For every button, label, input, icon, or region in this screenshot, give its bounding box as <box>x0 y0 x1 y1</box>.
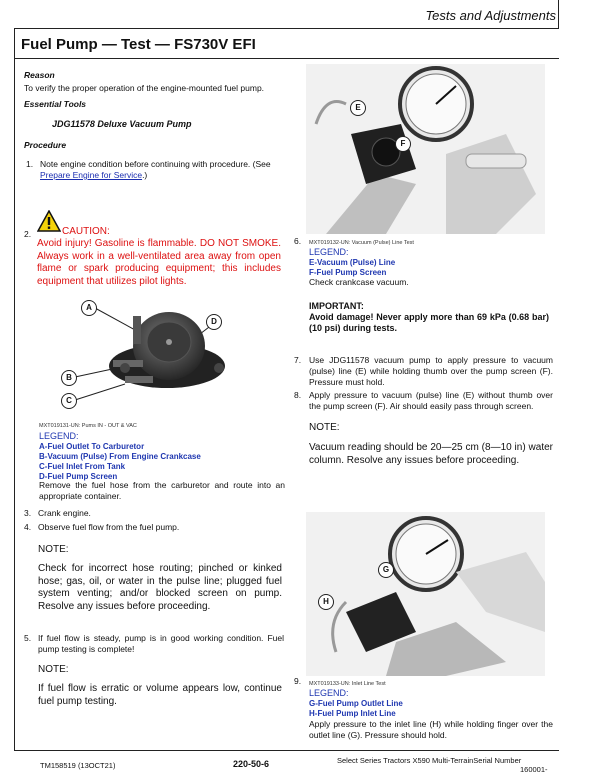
step-5-text: If fuel flow is steady, pump is in good working condition. Fuel pump testing is complete! <box>38 633 284 654</box>
step-8-note-label: NOTE: <box>309 422 340 433</box>
step-4-text: Observe fuel flow from the fuel pump. <box>38 522 180 532</box>
step-9-text: Apply pressure to the inlet line (H) while holding finger over the outlet line (G). Pressure should hold. <box>309 719 553 740</box>
procedure-heading: Procedure <box>24 140 67 150</box>
callout-g: G <box>378 562 394 578</box>
legend-3-list <box>309 699 403 719</box>
step-1-lead: Note engine condition before continuing with procedure. (See <box>40 159 271 169</box>
step-4-note-text: Check for incorrect hose routing; pinched or kinked hose; gas, oil, or water in the pulse line; plugged fuel system venting; and/or blocked screen on pump. Resolve any issues before proceeding. <box>38 563 282 612</box>
legend-item-a: A-Fuel Outlet To Carburetor <box>39 442 145 451</box>
step-6-number: 6. <box>294 236 302 246</box>
header-rule <box>14 28 559 29</box>
step-4-note-label: NOTE: <box>38 544 69 555</box>
caution-warning-icon <box>37 210 61 232</box>
inlet-line-test-figure <box>306 512 545 676</box>
step-5-note-label: NOTE: <box>38 664 69 675</box>
step-2-after-text: Remove the fuel hose from the carburetor and route into an appropriate container. <box>39 480 285 501</box>
figure-3-caption: MXT019133-UN: Inlet Line Test <box>309 681 386 687</box>
important-text: Avoid damage! Never apply more than 69 kPa (0.68 bar) (10 psi) during tests. <box>309 312 549 333</box>
title-rule <box>14 58 559 59</box>
legend-item-h: H-Fuel Pump Inlet Line <box>309 709 396 718</box>
step-1-tail: .) <box>142 170 148 180</box>
legend-3-title: LEGEND: <box>309 688 349 698</box>
step-7-number: 7. <box>294 355 302 365</box>
legend-2-title: LEGEND: <box>309 247 349 257</box>
legend-2-list <box>309 258 395 278</box>
step-9-number: 9. <box>294 676 302 686</box>
step-1-number: 1. <box>26 159 34 169</box>
figure-1-caption: MXT019131-UN: Pums IN - OUT & VAC <box>39 423 137 429</box>
step-8-note-text: Vacuum reading should be 20—25 cm (8—10 in) water column. Resolve any issues before proceeding. <box>309 442 553 466</box>
callout-a: A <box>81 300 97 316</box>
footer-serial-range: 160001- <box>520 765 548 774</box>
step-2-number: 2. <box>24 229 32 239</box>
step-3-text: Crank engine. <box>38 508 91 518</box>
callout-c: C <box>61 393 77 409</box>
step-5-note-text: If fuel flow is erratic or volume appears low, continue fuel pump testing. <box>38 683 282 707</box>
reason-text: To verify the proper operation of the engine-mounted fuel pump. <box>24 83 265 93</box>
step-6-text: Check crankcase vacuum. <box>309 277 409 287</box>
essential-tools-heading: Essential Tools <box>24 99 87 109</box>
vacuum-pulse-line-figure <box>306 64 545 234</box>
step-7-text: Use JDG11578 vacuum pump to apply pressure to vacuum (pulse) line (E) while holding thumb over the pump screen (F). Pressure must hold. <box>309 355 553 387</box>
figure-2-caption: MXT019132-UN: Vacuum (Pulse) Line Test <box>309 240 414 246</box>
footer-tm-number: TM158519 (13OCT21) <box>40 761 116 770</box>
legend-item-b: B-Vacuum (Pulse) From Engine Crankcase <box>39 452 201 461</box>
left-margin-rule <box>14 28 15 750</box>
step-5-number: 5. <box>24 633 32 643</box>
callout-f: F <box>395 136 411 152</box>
footer-model-line: Select Series Tractors X590 Multi-TerrainSerial Number <box>337 756 522 765</box>
legend-1-list <box>39 442 201 482</box>
prepare-engine-link[interactable]: Prepare Engine for Service <box>40 170 143 180</box>
step-4-number: 4. <box>24 522 32 532</box>
footer-rule <box>14 750 559 751</box>
callout-e: E <box>350 100 366 116</box>
step-1-text <box>40 159 286 181</box>
footer-page-number: 220-50-6 <box>233 759 270 769</box>
step-8-text: Apply pressure to vacuum (pulse) line (E) without thumb over the pump screen (F). Air should easily pass through screen. <box>309 390 553 411</box>
header-section-title: Tests and Adjustments <box>425 8 556 23</box>
callout-h: H <box>318 594 334 610</box>
caution-text: Avoid injury! Gasoline is flammable. DO NOT SMOKE. Always work in a well-ventilated area away from open flame or spark producing equipment; this includes equipment that utilizes pilot lights. <box>37 238 281 287</box>
page-title: Fuel Pump — Test — FS730V EFI <box>21 36 256 53</box>
legend-item-e: E-Vacuum (Pulse) Line <box>309 258 396 267</box>
legend-1-title: LEGEND: <box>39 431 79 441</box>
header-right-rule <box>558 0 559 29</box>
tool-jdg11578: JDG11578 Deluxe Vacuum Pump <box>52 119 192 129</box>
legend-item-g: G-Fuel Pump Outlet Line <box>309 699 403 708</box>
legend-item-f: F-Fuel Pump Screen <box>309 268 387 277</box>
step-8-number: 8. <box>294 390 302 400</box>
reason-heading: Reason <box>24 70 55 80</box>
legend-item-d: D-Fuel Pump Screen <box>39 472 118 481</box>
step-3-number: 3. <box>24 508 32 518</box>
caution-label: CAUTION: <box>62 226 110 237</box>
legend-item-c: C-Fuel Inlet From Tank <box>39 462 126 471</box>
important-label: IMPORTANT: <box>309 301 364 311</box>
callout-b: B <box>61 370 77 386</box>
callout-d: D <box>206 314 222 330</box>
fuel-pump-figure <box>37 296 265 418</box>
